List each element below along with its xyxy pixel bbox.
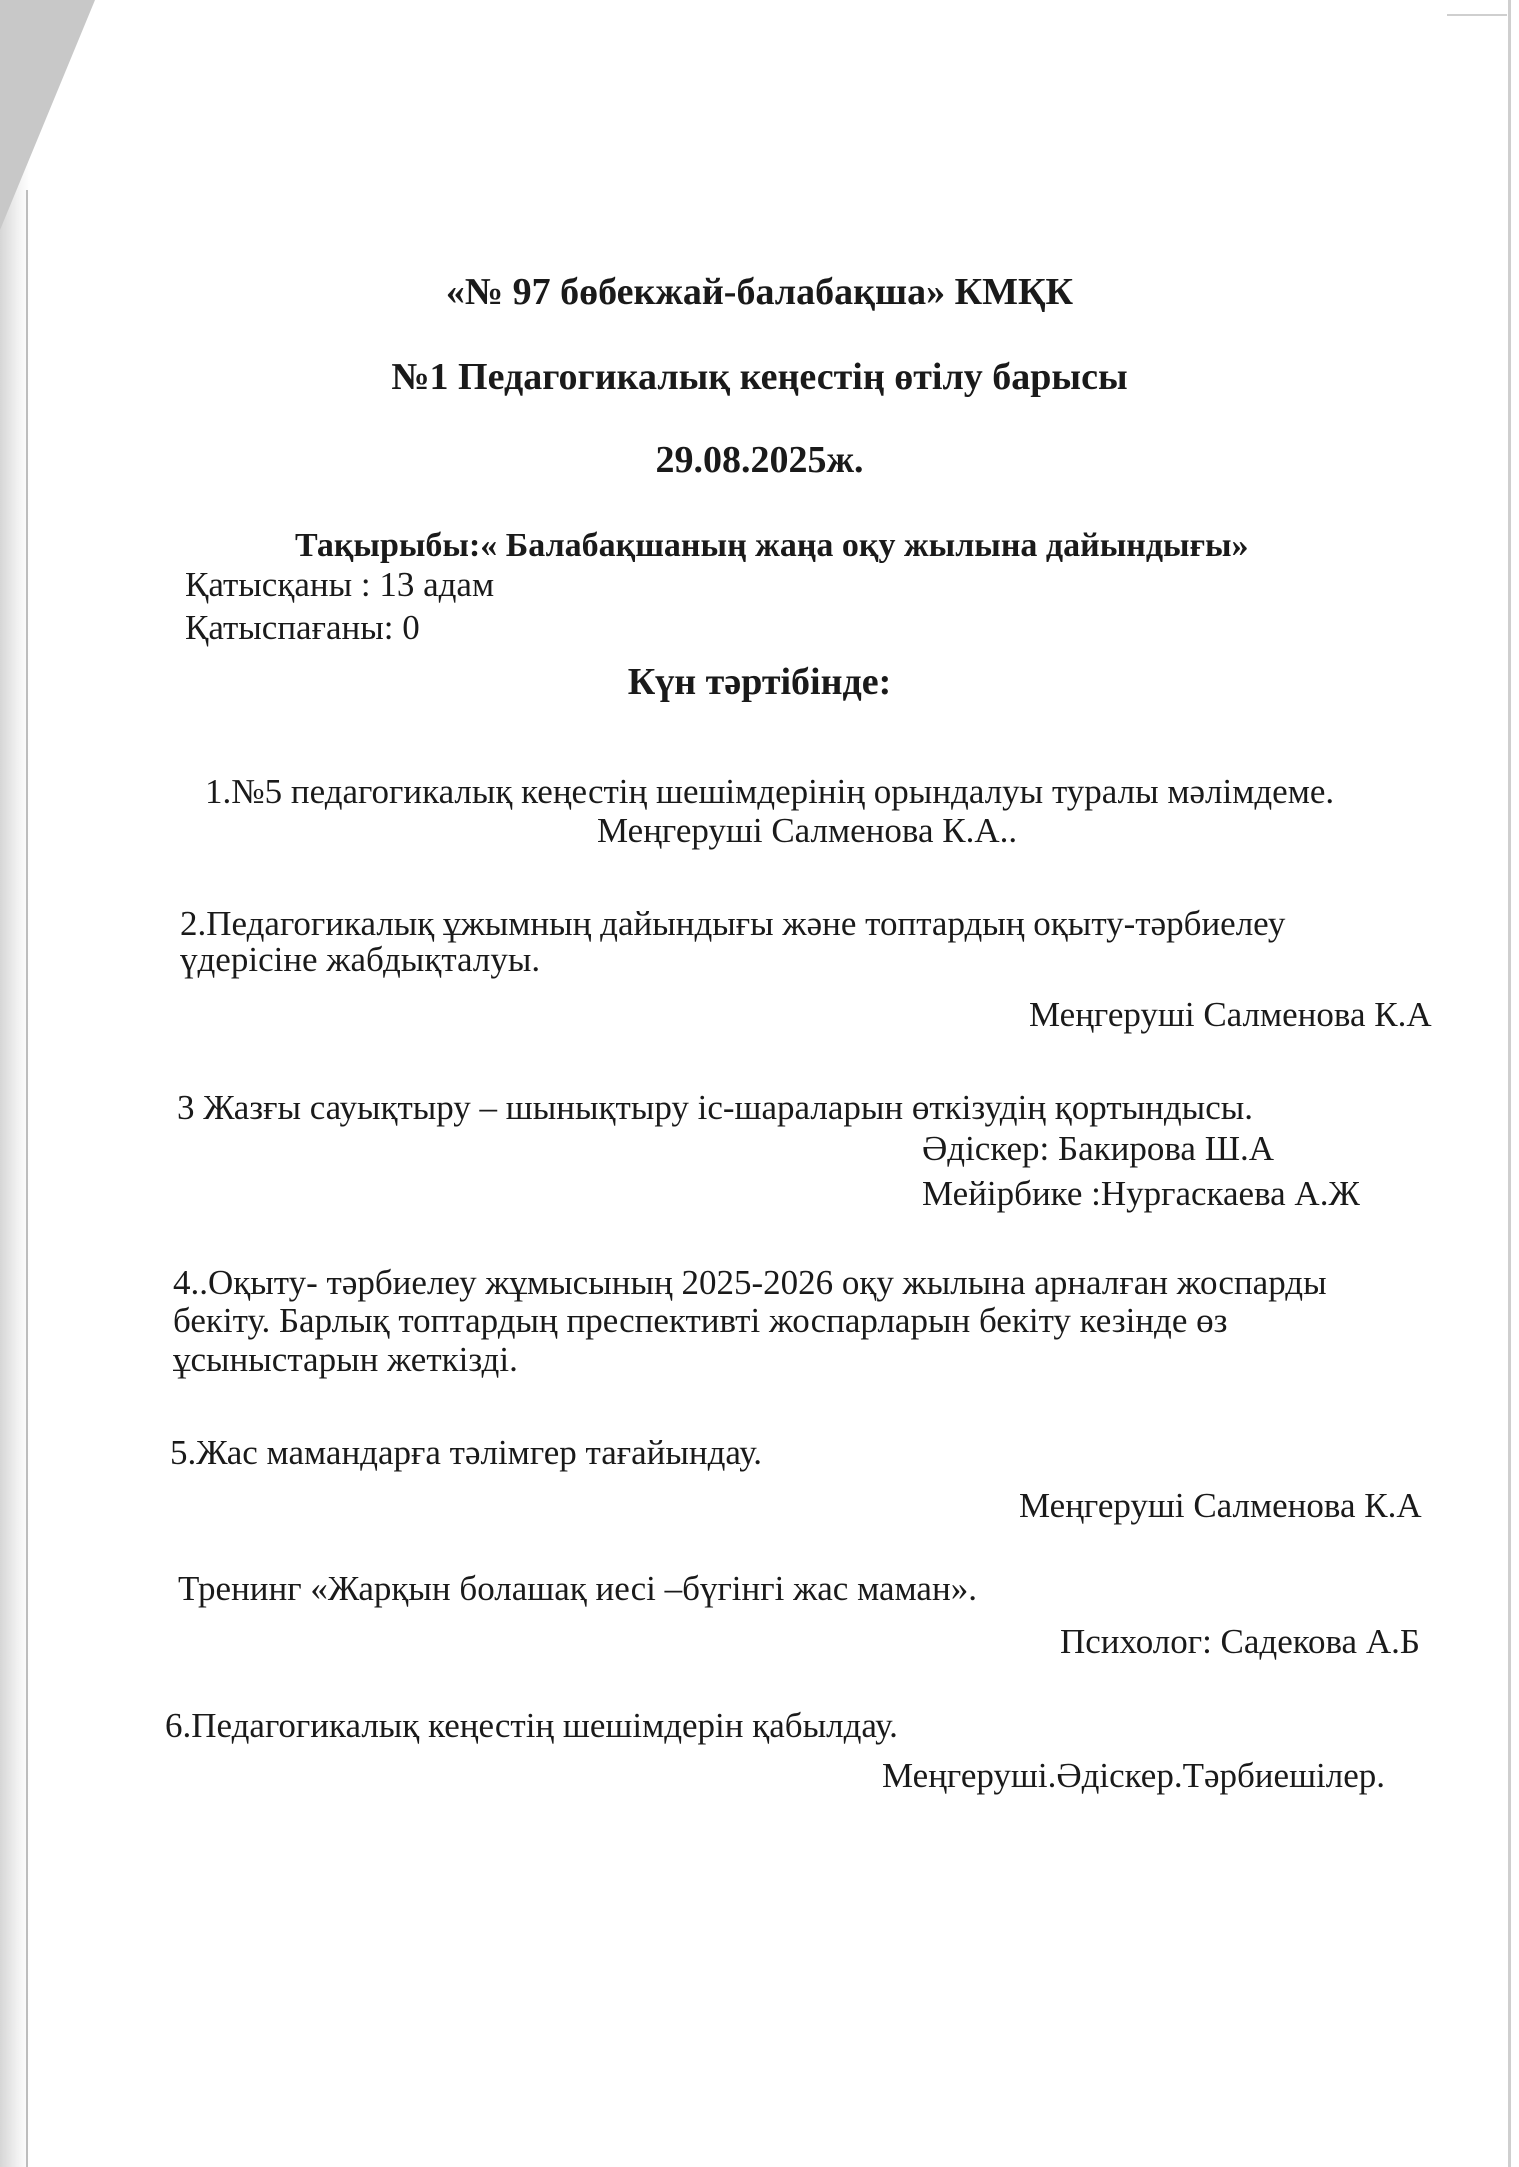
agenda-item-4-text-line-3: ұсыныстарын жеткізді. [173, 1340, 518, 1379]
agenda-item-4-text-line-1: 4..Оқыту- тәрбиелеу жұмысының 2025-2026 оқу жылына арналған жоспарды [173, 1263, 1327, 1302]
scan-edge-right [1508, 0, 1511, 2167]
agenda-item-3-responsible-2: Мейірбике :Нургаскаева А.Ж [922, 1174, 1360, 1213]
agenda-item-3-text: 3 Жазғы сауықтыру – шынықтыру іс-шараларын өткізудің қортындысы. [177, 1088, 1253, 1127]
document-date: 29.08.2025ж. [655, 439, 864, 481]
training-responsible: Психолог: Садекова А.Б [1060, 1622, 1420, 1661]
agenda-item-1-text: 1.№5 педагогикалық кеңестің шешімдерінің орындалуы туралы мәлімдеме. [205, 772, 1335, 811]
scan-edge-top [1447, 14, 1507, 16]
scan-edge-left [26, 190, 28, 2167]
agenda-item-4-text-line-2: бекіту. Барлық топтардың преспективті жоспарларын бекіту кезінде өз [173, 1301, 1228, 1340]
training-text: Тренинг «Жарқын болашақ иесі –бүгінгі жас маман». [178, 1569, 977, 1608]
scan-corner-fold [0, 0, 95, 230]
attendance-present: Қатысқаны : 13 адам [185, 565, 495, 604]
agenda-item-2-responsible: Меңгеруші Салменова К.А [1029, 995, 1432, 1034]
organization-heading: «№ 97 бөбекжай-балабақша» КМҚК [445, 271, 1074, 313]
agenda-item-5-responsible: Меңгеруші Салменова К.А [1019, 1486, 1422, 1525]
agenda-heading: Күн тәртібінде: [627, 661, 892, 703]
topic-line: Тақырыбы:« Балабақшаның жаңа оқу жылына дайындығы» [295, 527, 1249, 564]
agenda-item-5-text: 5.Жас мамандарға тәлімгер тағайындау. [170, 1433, 762, 1472]
agenda-item-2-text-line-1: 2.Педагогикалық ұжымның дайындығы және топтардың оқыту-тәрбиелеу [180, 904, 1286, 943]
agenda-item-3-responsible-1: Әдіскер: Бакирова Ш.А [922, 1129, 1275, 1168]
agenda-item-1-responsible: Меңгеруші Салменова К.А.. [597, 811, 1018, 850]
attendance-absent: Қатыспағаны: 0 [185, 608, 420, 647]
agenda-item-6-text: 6.Педагогикалық кеңестің шешімдерін қабылдау. [165, 1706, 898, 1745]
document-title: №1 Педагогикалық кеңестің өтілу барысы [391, 356, 1128, 398]
agenda-item-2-text-line-2: үдерісіне жабдықталуы. [180, 940, 541, 979]
agenda-item-6-responsible: Меңгеруші.Әдіскер.Тәрбиешілер. [882, 1756, 1385, 1795]
